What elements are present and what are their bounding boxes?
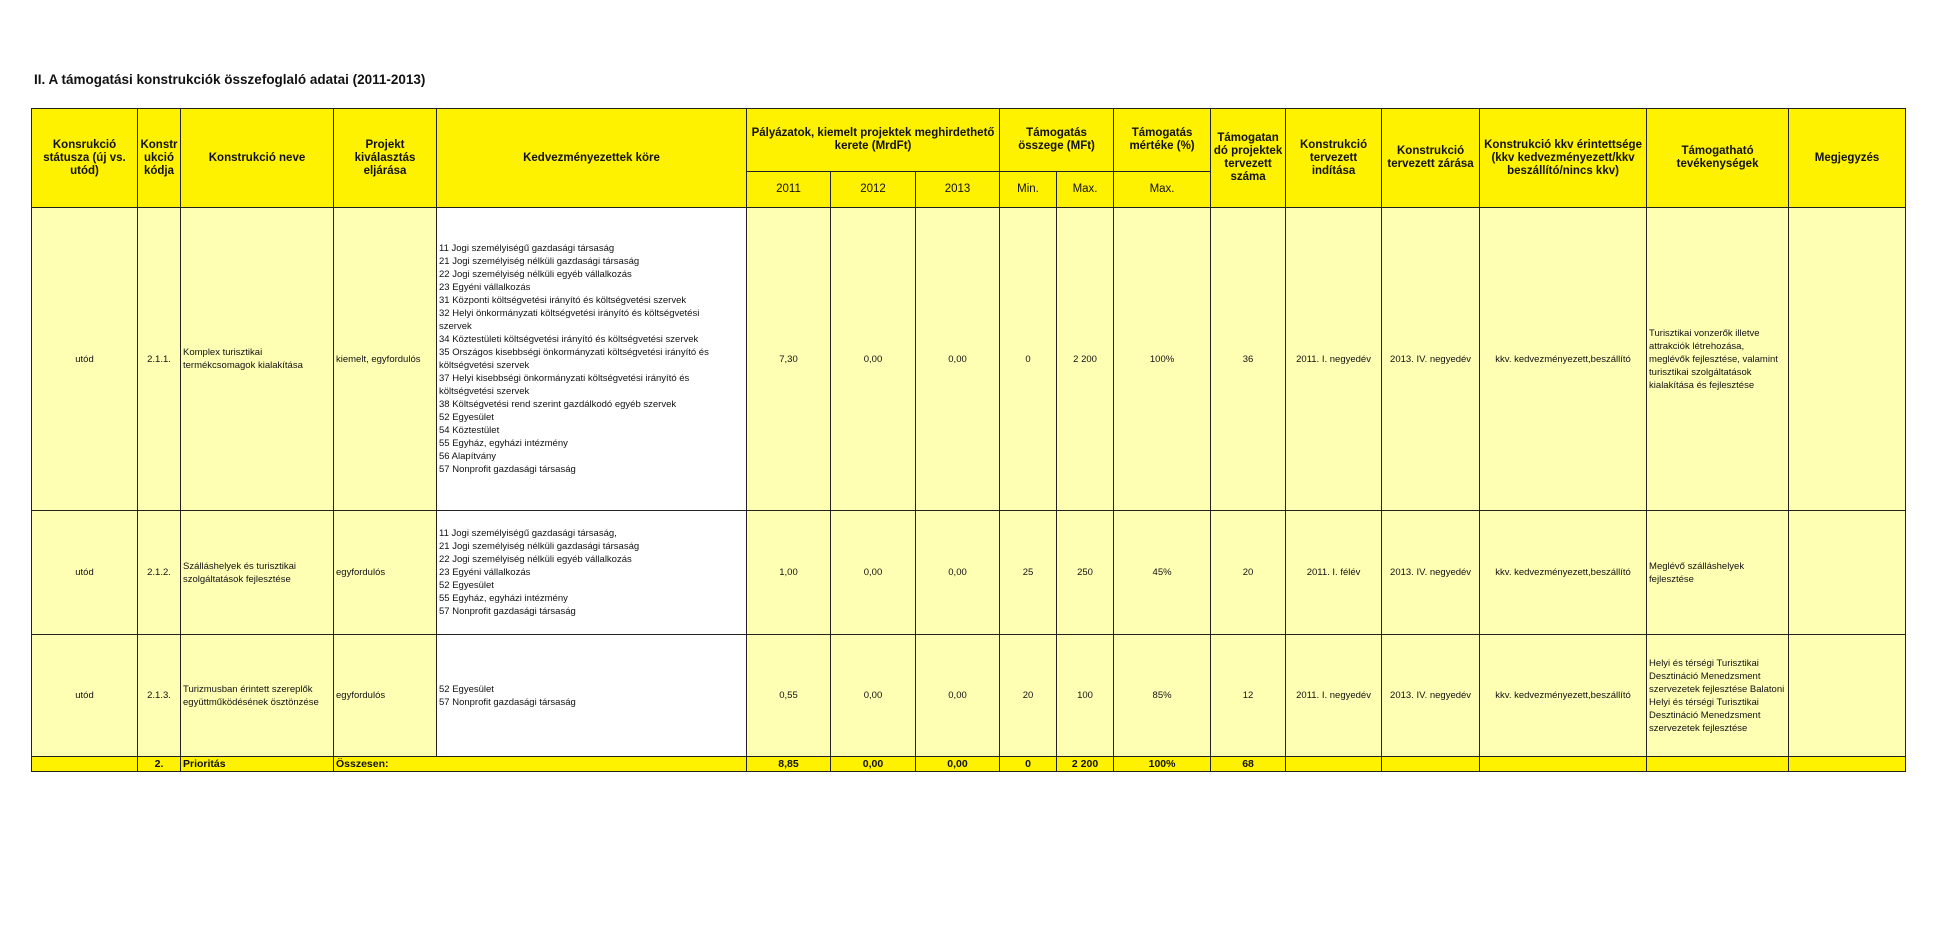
header-support-amount: Támogatás összege (MFt) [1000, 109, 1114, 172]
beneficiary-line: költségvetési szervek [439, 360, 530, 371]
cell-status: utód [32, 511, 138, 635]
beneficiary-line: 11 Jogi személyiségű gazdasági társaság [439, 243, 615, 254]
cell-2011: 0,55 [747, 635, 831, 757]
page-title: II. A támogatási konstrukciók összefoglaló adatai (2011-2013) [34, 72, 426, 87]
total-projects: 68 [1211, 757, 1286, 772]
total-close [1382, 757, 1480, 772]
cell-2013: 0,00 [916, 511, 1000, 635]
beneficiary-line: 52 Egyesület [439, 412, 494, 423]
cell-2013: 0,00 [916, 635, 1000, 757]
beneficiary-line: 57 Nonprofit gazdasági társaság [439, 464, 576, 475]
beneficiary-line: 56 Alapítvány [439, 451, 497, 462]
cell-notes [1789, 511, 1906, 635]
header-frame: Pályázatok, kiemelt projektek meghirdethető kerete (MrdFt) [747, 109, 1000, 172]
total-max: 2 200 [1057, 757, 1114, 772]
header-close: Konstrukció tervezett zárása [1382, 109, 1480, 208]
cell-activities: Meglévő szálláshelyek fejlesztése [1647, 511, 1789, 635]
cell-projects: 20 [1211, 511, 1286, 635]
header-selection: Projekt kiválasztás eljárása [334, 109, 437, 208]
beneficiary-line: 23 Egyéni vállalkozás [439, 282, 531, 293]
cell-max: 100 [1057, 635, 1114, 757]
cell-2012: 0,00 [831, 635, 916, 757]
cell-2011: 1,00 [747, 511, 831, 635]
header-name: Konstrukció neve [181, 109, 334, 208]
beneficiary-line: 38 Költségvetési rend szerint gazdálkodó egyéb szervek [439, 399, 677, 410]
header-rate-max: Max. [1114, 172, 1211, 208]
cell-close: 2013. IV. negyedév [1382, 511, 1480, 635]
header-support-rate: Támogatás mértéke (%) [1114, 109, 1211, 172]
cell-code: 2.1.3. [138, 635, 181, 757]
cell-code: 2.1.2. [138, 511, 181, 635]
total-rate: 100% [1114, 757, 1211, 772]
total-sme [1480, 757, 1647, 772]
total-name: Prioritás [181, 757, 334, 772]
cell-close: 2013. IV. negyedév [1382, 635, 1480, 757]
cell-beneficiaries [437, 635, 747, 757]
beneficiary-line: 34 Köztestületi költségvetési irányító és költségvetési szervek [439, 334, 699, 345]
header-launch: Konstrukció tervezett indítása [1286, 109, 1382, 208]
beneficiary-line: 32 Helyi önkormányzati költségvetési irányító és költségvetési [439, 308, 700, 319]
cell-2013: 0,00 [916, 208, 1000, 511]
cell-name: Komplex turisztikai termékcsomagok kialakítása [181, 208, 334, 511]
header-beneficiaries: Kedvezményezettek köre [437, 109, 747, 208]
header-status: Konsrukció státusza (új vs. utód) [32, 109, 138, 208]
beneficiary-line: szervek [439, 321, 472, 332]
cell-rate: 100% [1114, 208, 1211, 511]
table-row [32, 511, 1906, 635]
total-min: 0 [1000, 757, 1057, 772]
table-row [32, 635, 1906, 757]
total-notes [1789, 757, 1906, 772]
cell-beneficiaries [437, 511, 747, 635]
beneficiary-line: 31 Központi költségvetési irányító és költségvetési szervek [439, 295, 687, 306]
header-code: Konstr ukció kódja [138, 109, 181, 208]
total-status [32, 757, 138, 772]
cell-name: Szálláshelyek és turisztikai szolgáltatások fejlesztése [181, 511, 334, 635]
beneficiary-line: 55 Egyház, egyházi intézmény [439, 438, 568, 449]
cell-max: 2 200 [1057, 208, 1114, 511]
cell-rate: 45% [1114, 511, 1211, 635]
beneficiary-line: 52 Egyesület [439, 683, 494, 695]
beneficiary-line: 57 Nonprofit gazdasági társaság [439, 606, 576, 617]
header-max: Max. [1057, 172, 1114, 208]
beneficiary-line: 57 Nonprofit gazdasági társaság [439, 696, 576, 708]
beneficiary-line: 54 Köztestület [439, 425, 500, 436]
total-launch [1286, 757, 1382, 772]
beneficiary-line: 21 Jogi személyiség nélküli gazdasági társaság [439, 256, 640, 267]
cell-2012: 0,00 [831, 511, 916, 635]
header-year-2013: 2013 [916, 172, 1000, 208]
cell-beneficiaries [437, 208, 747, 511]
header-activities: Támogatható tevékenységek [1647, 109, 1789, 208]
total-row [32, 757, 1906, 772]
cell-sme: kkv. kedvezményezett,beszállító [1480, 635, 1647, 757]
beneficiary-line: 37 Helyi kisebbségi önkormányzati költségvetési irányító és [439, 373, 690, 384]
cell-2011: 7,30 [747, 208, 831, 511]
beneficiary-line: 52 Egyesület [439, 580, 494, 591]
beneficiary-line: 22 Jogi személyiség nélküli egyéb vállalkozás [439, 554, 632, 565]
cell-min: 20 [1000, 635, 1057, 757]
total-code: 2. [138, 757, 181, 772]
header-year-2012: 2012 [831, 172, 916, 208]
cell-status: utód [32, 635, 138, 757]
cell-launch: 2011. I. félév [1286, 511, 1382, 635]
cell-sme: kkv. kedvezményezett,beszállító [1480, 208, 1647, 511]
cell-close: 2013. IV. negyedév [1382, 208, 1480, 511]
cell-launch: 2011. I. negyedév [1286, 208, 1382, 511]
beneficiary-line: 23 Egyéni vállalkozás [439, 567, 531, 578]
cell-selection: egyfordulós [334, 511, 437, 635]
total-label: Összesen: [334, 757, 747, 772]
beneficiary-line: 11 Jogi személyiségű gazdasági társaság, [439, 528, 617, 539]
header-projects: Támogatan dó projektek tervezett száma [1211, 109, 1286, 208]
cell-notes [1789, 208, 1906, 511]
beneficiary-line: 55 Egyház, egyházi intézmény [439, 593, 568, 604]
cell-selection: kiemelt, egyfordulós [334, 208, 437, 511]
total-2012: 0,00 [831, 757, 916, 772]
beneficiary-line: 22 Jogi személyiség nélküli egyéb vállalkozás [439, 269, 632, 280]
cell-notes [1789, 635, 1906, 757]
total-2013: 0,00 [916, 757, 1000, 772]
cell-2012: 0,00 [831, 208, 916, 511]
header-year-2011: 2011 [747, 172, 831, 208]
summary-table [31, 108, 1906, 772]
cell-launch: 2011. I. negyedév [1286, 635, 1382, 757]
header-min: Min. [1000, 172, 1057, 208]
beneficiary-line: 21 Jogi személyiség nélküli gazdasági társaság [439, 541, 640, 552]
cell-code: 2.1.1. [138, 208, 181, 511]
beneficiary-line: 35 Országos kisebbségi önkormányzati költségvetési irányító és [439, 347, 709, 358]
cell-activities: Helyi és térségi Turisztikai Desztináció Menedzsment szervezetek fejlesztése Balatoni Helyi és térségi Turisztikai Desztináció Menedzsment szervezetek fejlesztése [1647, 635, 1789, 757]
cell-projects: 12 [1211, 635, 1286, 757]
cell-status: utód [32, 208, 138, 511]
header-sme: Konstrukció kkv érintettsége (kkv kedvezményezett/kkv beszállító/nincs kkv) [1480, 109, 1647, 208]
cell-name: Turizmusban érintett szereplők együttműködésének ösztönzése [181, 635, 334, 757]
table-row [32, 208, 1906, 511]
cell-sme: kkv. kedvezményezett,beszállító [1480, 511, 1647, 635]
cell-projects: 36 [1211, 208, 1286, 511]
beneficiary-line: költségvetési szervek [439, 386, 530, 397]
cell-selection: egyfordulós [334, 635, 437, 757]
cell-max: 250 [1057, 511, 1114, 635]
cell-activities: Turisztikai vonzerők illetve attrakciók létrehozása, meglévők fejlesztése, valamint turisztikai szolgáltatások kialakítása és fejlesztése [1647, 208, 1789, 511]
total-2011: 8,85 [747, 757, 831, 772]
cell-min: 25 [1000, 511, 1057, 635]
total-activities [1647, 757, 1789, 772]
cell-min: 0 [1000, 208, 1057, 511]
cell-rate: 85% [1114, 635, 1211, 757]
header-notes: Megjegyzés [1789, 109, 1906, 208]
